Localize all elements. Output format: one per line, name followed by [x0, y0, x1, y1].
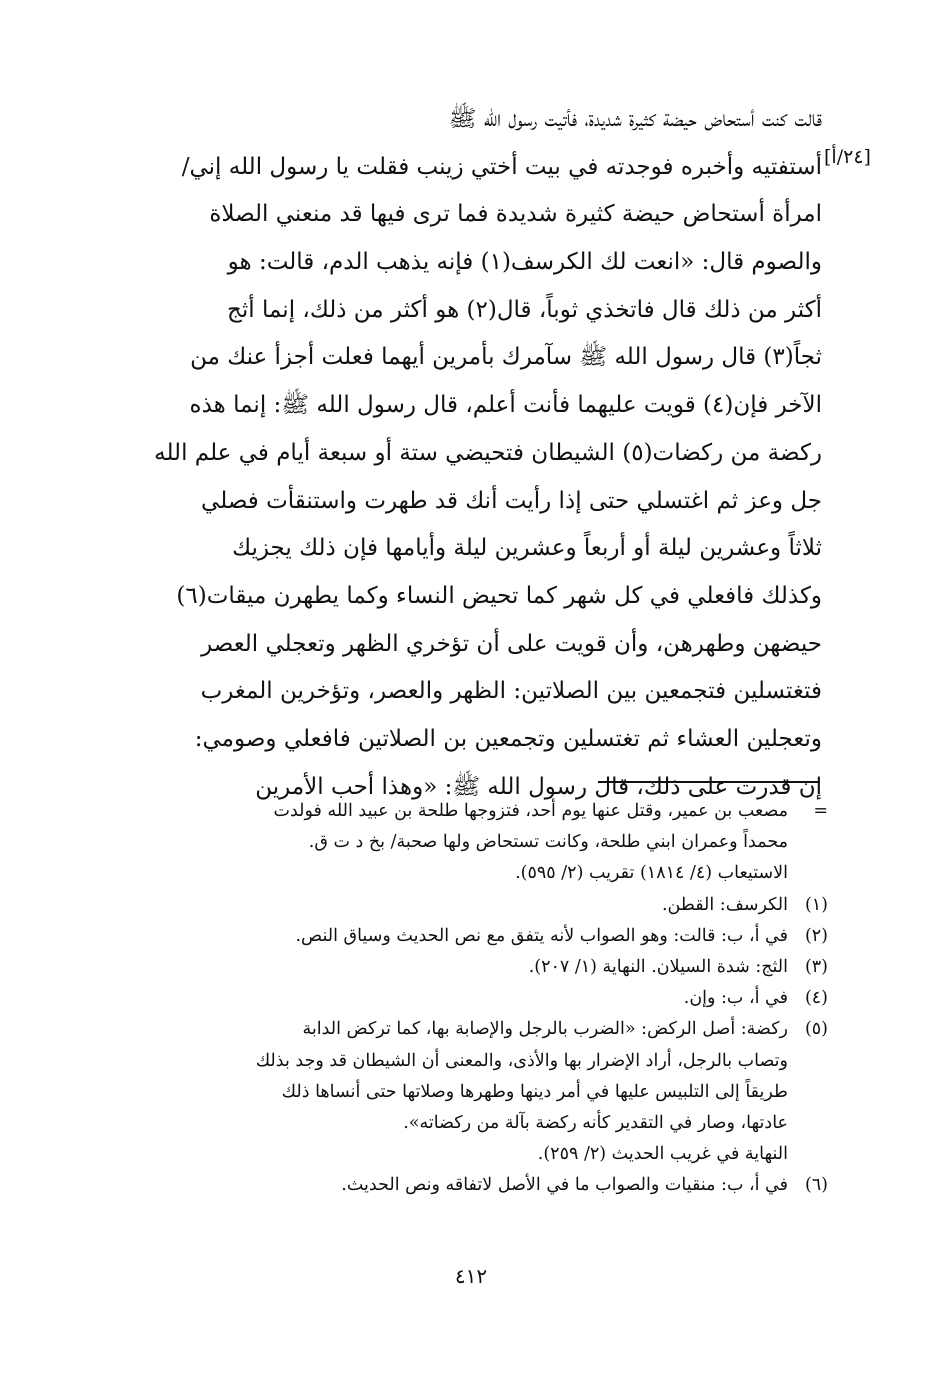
footnote-4 [128, 983, 828, 1014]
footnote-text: مصعب بن عمير، وقتل عنها يوم أحد، فتزوجها طلحة بن عبيد الله فولدت [273, 801, 788, 821]
footnote-text: طريقاً إلى التلبيس عليها في أمر دينها وطهرها وصلاتها حتى أنساها ذلك [281, 1081, 788, 1102]
text-line: إن قدرت على ذلك، قال رسول الله ﷺ: «وهذا أحب الأمرين [255, 773, 822, 800]
text-line: ركضة من ركضات(٥) الشيطان فتحيضي ستة أو سبعة أيام في علم الله [154, 439, 822, 466]
footnote-separator [598, 781, 820, 783]
text-line: وكذلك فافعلي في كل شهر كما تحيض النساء وكما يطهرن ميقات(٦) [176, 582, 822, 609]
footnote-text: الاستيعاب (٤/ ١٨١٤) تقريب (٢/ ٥٩٥). [515, 863, 788, 884]
footnote-3 [128, 952, 828, 983]
footnote-1 [128, 890, 828, 921]
text-line: امرأة أستحاض حيضة كثيرة شديدة فما ترى فيها قد منعني الصلاة [209, 201, 822, 228]
footnote-text: وتصاب بالرجل، أراد الإضرار بها والأذى، والمعنى أن الشيطان قد وجد بذلك [255, 1050, 788, 1071]
footnote-text: في أ، ب: قالت: وهو الصواب لأنه يتفق مع نص الحديث وسياق النص. [295, 925, 788, 946]
text-line: قالت كنت أستحاض حيضة كثيرة شديدة، فأتيت رسول الله ﷺ [448, 106, 822, 132]
footnote-text: ركضة: أصل الركض: «الضرب بالرجل والإصابة بها، كما تركض الدابة [302, 1019, 788, 1040]
text-line: أستفتيه وأخبره فوجدته في بيت أختي زينب فقلت يا رسول الله إني/ [181, 153, 822, 180]
footnote-text: عادتها، وصار في التقدير كأنه ركضة بآلة من ركضاته». [403, 1113, 788, 1134]
footnote-marker: (٣) [804, 957, 828, 978]
text-line: فتغتسلين فتجمعين بين الصلاتين: الظهر والعصر، وتؤخرين المغرب [200, 678, 822, 705]
footnote-text: النهاية في غريب الحديث (٢/ ٢٥٩). [537, 1144, 788, 1165]
footnote-marker: = [813, 801, 828, 821]
footnote-text: في أ، ب: وإن. [683, 988, 788, 1009]
text-line: وتعجلين العشاء ثم تغتسلين وتجمعين بن الصلاتين فافعلي وصومي: [194, 725, 822, 752]
text-line: والصوم قال: «انعت لك الكرسف(١) فإنه يذهب الدم، قالت: هو [227, 249, 822, 276]
footnote-text: في أ، ب: منقيات والصواب ما في الأصل لاتفاقه ونص الحديث. [341, 1175, 788, 1196]
footnote-6 [128, 1170, 828, 1201]
text-line: الآخر فإن(٤) قويت عليهما فأنت أعلم، قال رسول الله ﷺ: إنما هذه [189, 392, 822, 419]
footnote-marker: (٢) [804, 925, 828, 946]
footnote-text: محمداً وعمران ابني طلحة، وكانت تستحاض ولها صحبة/ بخ د ت ق. [308, 832, 788, 853]
footnote-marker: (١) [804, 894, 828, 915]
footnote-2 [128, 921, 828, 952]
folio-margin-note: [٢٤/أ] [824, 146, 871, 168]
footnote-5 [128, 1014, 828, 1170]
text-line: أكثر من ذلك قال فاتخذي ثوباً، قال(٢) هو أكثر من ذلك، إنما أثج [227, 296, 822, 323]
main-text [118, 96, 822, 811]
footnotes [128, 796, 828, 1202]
footnote-marker: (٦) [804, 1175, 828, 1196]
text-line: جل وعز ثم اغتسلي حتى إذا رأيت أنك قد طهرت واستنقأت فصلي [201, 487, 822, 514]
footnote-continued [128, 796, 828, 890]
footnote-text: الكرسف: القطن. [661, 894, 788, 915]
footnote-marker: (٤) [804, 988, 828, 1009]
text-line: ثجاً(٣) قال رسول الله ﷺ سآمرك بأمرين أيهما فعلت أجزأ عنك من [190, 344, 822, 371]
text-line: حيضهن وطهرهن، وأن قويت على أن تؤخري الظهر وتعجلي العصر [201, 630, 822, 657]
footnote-marker: (٥) [804, 1019, 828, 1040]
footnote-text: الثج: شدة السيلان. النهاية (١/ ٢٠٧). [528, 957, 788, 978]
page-number: ٤١٢ [454, 1264, 488, 1288]
text-line: ثلاثاً وعشرين ليلة أو أربعاً وعشرين ليلة وأيامها فإن ذلك يجزيك [232, 535, 822, 562]
